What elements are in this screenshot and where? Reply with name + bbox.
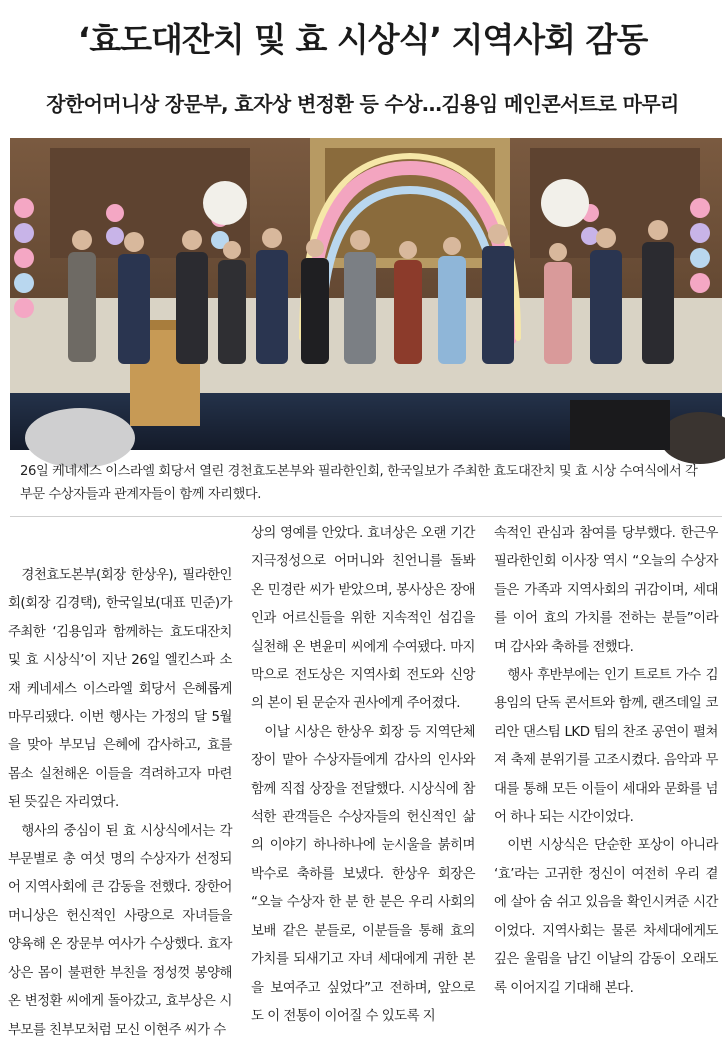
paragraph: 이날 시상은 한상우 회장 등 지역단체장이 맡아 수상자들에게 감사의 인사와 함께 직접 상장을 전달했다. 시상식에 참석한 관객들은 수상자들의 헌신적인 삶의 이야기 하나하나에 눈시울을 붉히며 박수로 축하를 보냈다. 한상우 회장은 “오늘 수상자 한 분 한 분은 우리 사회의 보배 같은 분들로, 이분들을 통해 효의 가치를 되새기고 자녀 세대에게 귀한 본을 보여주고 싶었다”고 전하며, 앞으로도 이 전통이 이어질 수 있도록 지: [251, 724, 475, 1024]
headline: ‘효도대잔치 및 효 시상식’ 지역사회 감동: [77, 20, 648, 59]
group-photo-icon: [10, 138, 722, 450]
paragraph: 이번 시상식은 단순한 포상이 아니라 ‘효’라는 고귀한 정신이 여전히 우리 곁에 살아 숨 쉬고 있음을 확인시켜준 시간이었다. 지역사회는 물론 차세대에게도 깊은 울림을 남긴 이날의 감동이 오래도록 이어지길 기대해 본다.: [494, 838, 718, 996]
paragraph: 행사 후반부에는 인기 트로트 가수 김용임의 단독 콘서트와 함께, 랜즈데일 코리안 댄스팀 LKD 팀의 찬조 공연이 펼쳐져 축제 분위기를 고조시켰다. 음악과 무대를 통해 모든 이들이 세대와 문화를 넘어 하나 되는 시간이었다.: [494, 668, 718, 826]
article-column-3: [494, 520, 718, 1020]
article-column-1: [8, 562, 232, 1038]
paragraph: 행사의 중심이 된 효 시상식에서는 각 부문별로 총 여섯 명의 수상자가 선정되어 지역사회에 큰 감동을 전했다. 장한어머니상은 헌신적인 사랑으로 자녀들을 양육해 온 장문부 여사가 수상했다. 효자상은 몸이 불편한 부친을 정성껏 봉양해 온 변정환 씨에게 돌아갔고, 효부상은 시부모를 친부모처럼 모신 이현주 씨가 수: [8, 823, 232, 1038]
paragraph: 경천효도본부(회장 한상우), 필라한인회(회장 김경택), 한국일보(대표 민준)가 주최한 ‘김용임과 함께하는 효도대잔치 및 효 시상식’이 지난 26일 엘킨스파 소재 케네세스 이스라엘 회당서 은혜롭게 마무리됐다. 이번 행사는 가정의 달 5월을 맞아 부모님 은혜에 감사하고, 효를 몸소 실천해온 이들을 격려하고자 마련된 뜻깊은 자리였다.: [8, 568, 232, 811]
award-ceremony-photo: [10, 138, 722, 450]
paragraph: 상의 영예를 안았다. 효녀상은 오랜 기간 지극정성으로 어머니와 친언니를 돌봐 온 민경란 씨가 받았으며, 봉사상은 장애인과 어르신들을 위한 지속적인 섬김을 실천해 온 변윤미 씨에게 수여됐다. 마지막으로 전도상은 지역사회 전도와 신앙의 본이 된 문순자 권사에게 주어졌다.: [251, 526, 475, 712]
photo-caption: 26일 케네세스 이스라엘 회당서 열린 경천효도본부와 필라한인회, 한국일보가 주최한 효도대잔치 및 효 시상 수여식에서 각 부문 수상자들과 관계자들이 함께 자리했다.: [20, 464, 698, 502]
caption-divider: [10, 516, 722, 517]
subheadline: 장한어머니상 장문부, 효자상 변정환 등 수상…김용임 메인콘서트로 마무리: [46, 92, 679, 116]
article-column-2: [251, 520, 475, 1024]
paragraph: 속적인 관심과 참여를 당부했다. 한근우 필라한인회 이사장 역시 “오늘의 수상자들은 가족과 지역사회의 귀감이며, 세대를 이어 효의 가치를 전하는 분들”이라며 감사와 축하를 전했다.: [494, 526, 718, 655]
